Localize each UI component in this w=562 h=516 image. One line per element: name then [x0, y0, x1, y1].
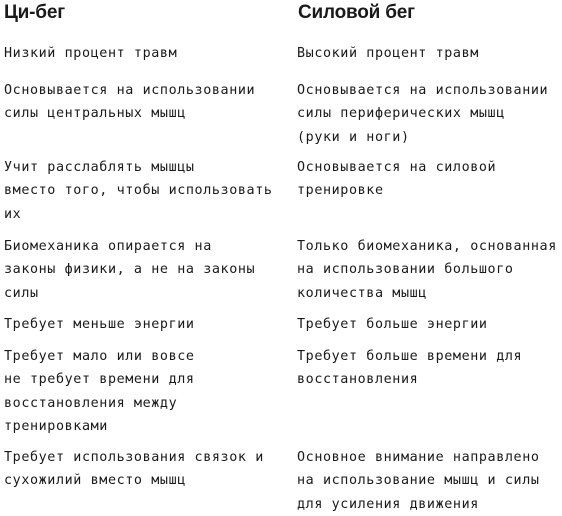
row-6-left: Требует мало или вовсе не требует времени для восстановления между тренировками	[4, 349, 195, 434]
header-power-running: Силовой бег	[298, 2, 415, 23]
row-7-right: Основное внимание направлено на использование мышц и силы для усиления движения	[297, 450, 540, 512]
row-1-left: Низкий процент травм	[4, 46, 178, 61]
row-6-right: Требует больше времени для восстановления	[297, 349, 523, 388]
header-qi-running: Ци-бег	[4, 2, 65, 23]
row-7-left: Требует использования связок и сухожилий вместо мышц	[4, 450, 264, 489]
row-4-left: Биомеханика опирается на законы физики, а не на законы силы	[4, 239, 256, 301]
row-3-right: Основывается на силовой тренировке	[297, 160, 497, 199]
row-5-right: Требует больше энергии	[297, 317, 488, 332]
row-5-left: Требует меньше энергии	[4, 317, 195, 332]
row-2-right: Основывается на использовании силы периферических мышц (руки и ноги)	[297, 83, 549, 145]
row-3-left: Учит расслаблять мышцы вместо того, чтобы использовать их	[4, 160, 273, 222]
row-2-left: Основывается на использовании силы центральных мышц	[4, 83, 256, 122]
row-1-right: Высокий процент травм	[297, 46, 479, 61]
row-4-right: Только биомеханика, основанная на использовании большого количества мышц	[297, 239, 557, 301]
